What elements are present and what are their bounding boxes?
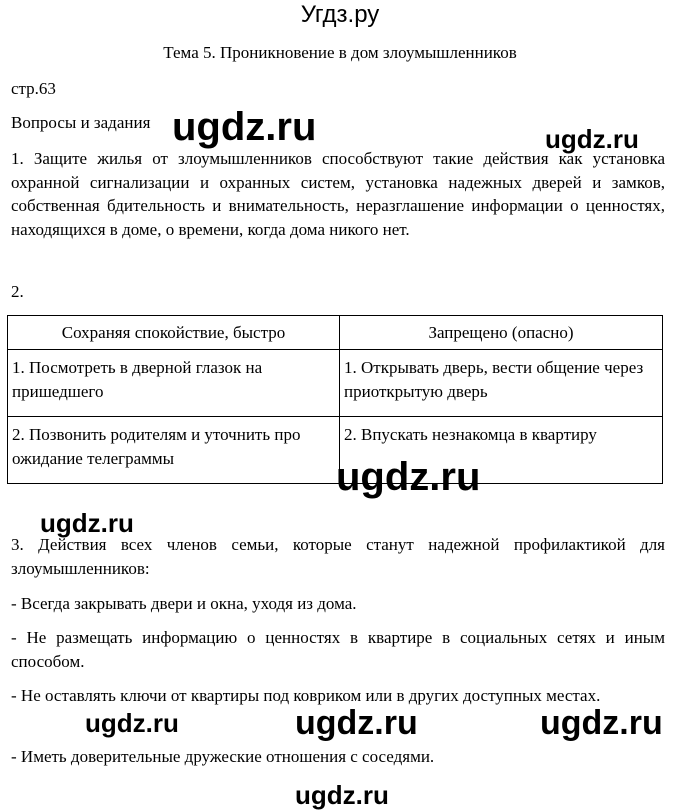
answer-2-number: 2.	[11, 282, 24, 301]
watermark: ugdz.ru	[40, 508, 134, 538]
table-cell: 1. Посмотреть в дверной глазок на пришедшего	[8, 350, 340, 417]
table-row	[8, 350, 663, 417]
section-heading: Вопросы и задания	[11, 113, 151, 132]
list-item: - Иметь доверительные дружеские отношения с соседями.	[11, 747, 435, 766]
watermark: ugdz.ru	[545, 124, 639, 154]
table-header-calm: Сохраняя спокойствие, быстро	[8, 316, 340, 350]
watermark: ugdz.ru	[85, 708, 179, 738]
watermark: ugdz.ru	[295, 780, 389, 810]
table-header-forbidden: Запрещено (опасно)	[340, 316, 663, 350]
watermark: ugdz.ru	[172, 105, 317, 149]
watermark: ugdz.ru	[540, 704, 663, 742]
watermark: ugdz.ru	[336, 455, 481, 499]
site-title: Угдз.ру	[300, 1, 380, 28]
list-item: - Не размещать информацию о ценностях в квартире в социальных сетях и иным способом.	[11, 628, 665, 671]
table-cell: 2. Впускать незнакомца в квартиру	[340, 417, 663, 484]
topic-title: Тема 5. Проникновение в дом злоумышленников	[163, 43, 517, 62]
table-cell: 2. Позвонить родителям и уточнить про ожидание телеграммы	[8, 417, 340, 484]
answer-1: 1. Защите жилья от злоумышленников способствуют такие действия как установка охранной сигнализации и охранных систем, установка надежных дверей и замков, собственная бдительность и внимательность, неразглашение информации о ценностях, находящихся в доме, о времени, когда дома никого нет.	[11, 149, 665, 239]
watermark: ugdz.ru	[295, 704, 418, 742]
table-header-row	[8, 316, 663, 350]
table-row	[8, 417, 663, 484]
table-cell: 1. Открывать дверь, вести общение через приоткрытую дверь	[340, 350, 663, 417]
list-item: - Всегда закрывать двери и окна, уходя из дома.	[11, 594, 357, 613]
list-item: - Не оставлять ключи от квартиры под ковриком или в других доступных местах.	[11, 686, 601, 705]
answer-3-intro: 3. Действия всех членов семьи, которые станут надежной профилактикой для злоумышленников:	[11, 535, 665, 578]
answer-2-table	[7, 315, 663, 484]
page-reference: стр.63	[11, 79, 56, 98]
